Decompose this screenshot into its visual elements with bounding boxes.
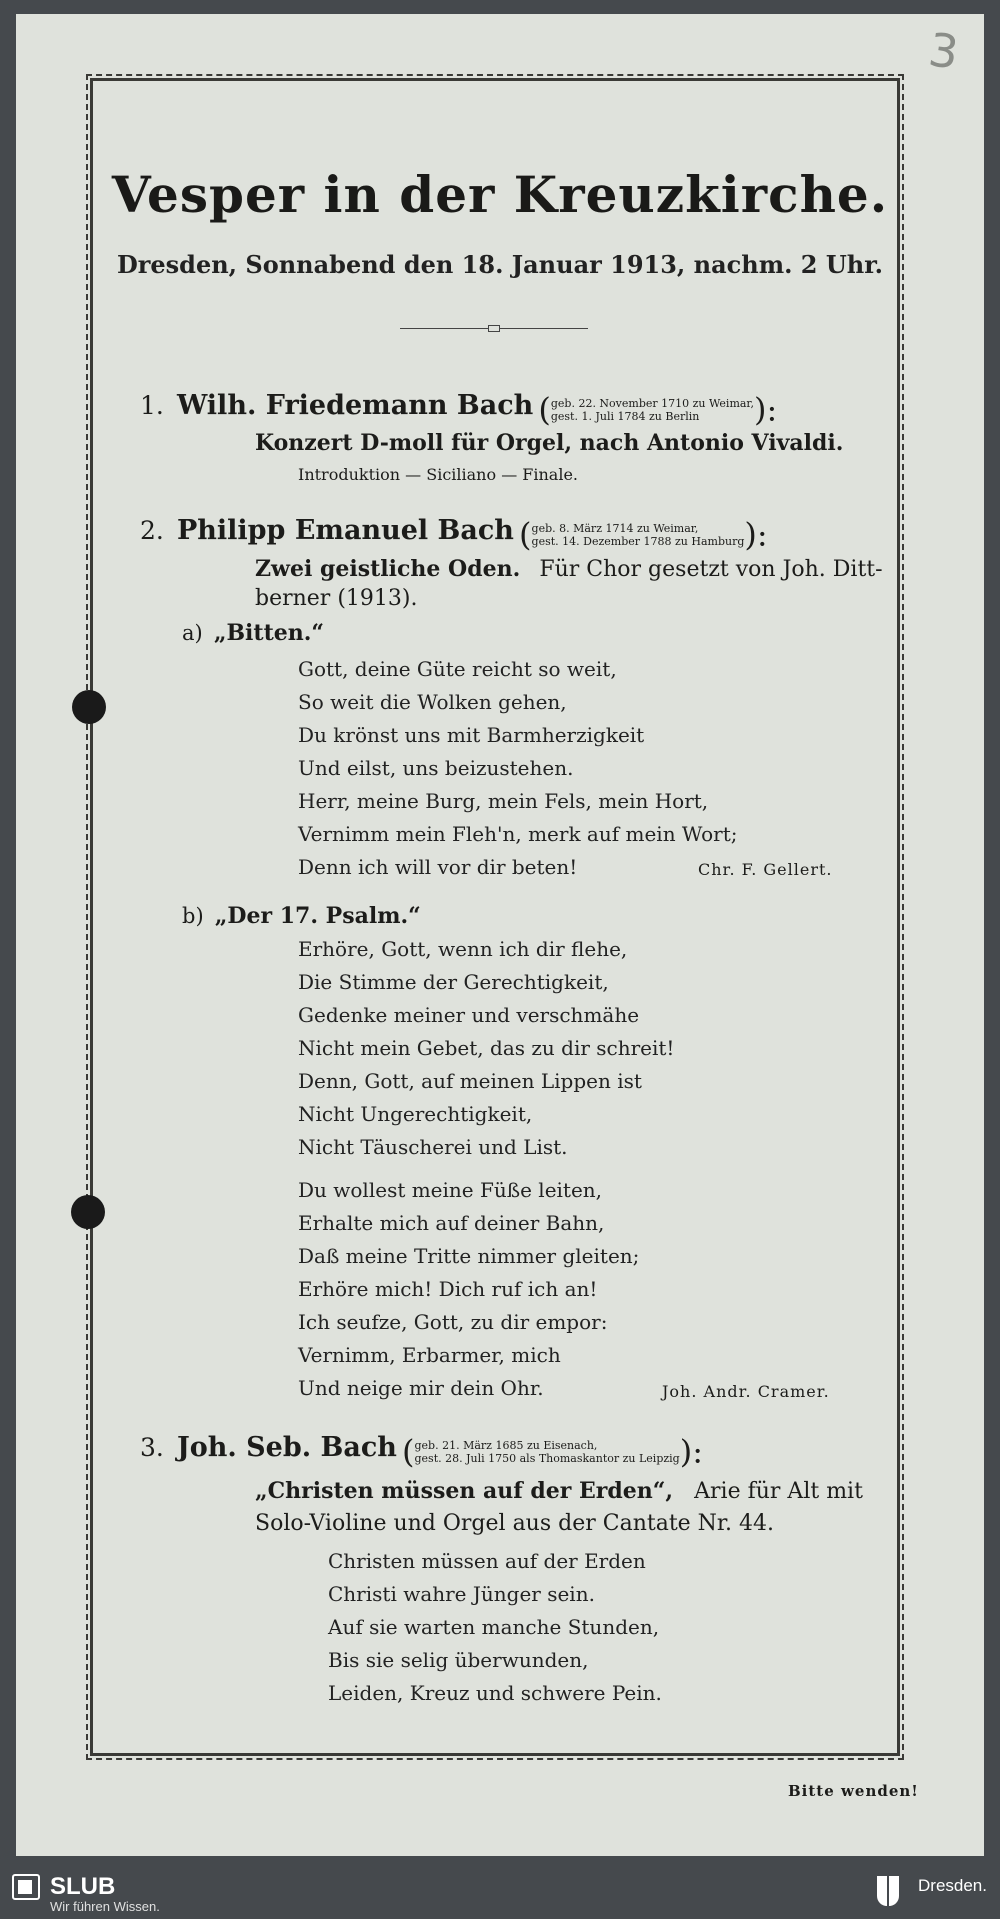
- work-note: Für Chor gesetzt von Joh. Ditt-: [539, 557, 883, 582]
- viewer-footer-bar: [0, 1868, 1000, 1919]
- verse-line: Erhalte mich auf deiner Bahn,: [298, 1211, 605, 1235]
- verse-line: Vernimm mein Fleh'n, merk auf mein Wort;: [298, 822, 738, 846]
- part-label: b): [182, 904, 204, 928]
- verse-line: Daß meine Tritte nimmer gleiten;: [298, 1244, 640, 1268]
- work-note-cont: berner (1913).: [255, 586, 418, 611]
- verse-line: Du krönst uns mit Barmherzigkeit: [298, 723, 645, 747]
- verse-line: Leiden, Kreuz und schwere Pein.: [328, 1681, 662, 1705]
- verse-line: Nicht Ungerechtigkeit,: [298, 1102, 533, 1126]
- verse-line: Nicht mein Gebet, das zu dir schreit!: [298, 1036, 675, 1060]
- verse-line: Christen müssen auf der Erden: [328, 1549, 646, 1573]
- movements: Introduktion — Siciliano — Finale.: [298, 465, 579, 484]
- library-name[interactable]: SLUB: [50, 1873, 116, 1900]
- work-title: Zwei geistliche Oden.: [255, 556, 521, 582]
- work-title: „Christen müssen auf der Erden“,: [255, 1478, 674, 1504]
- part-title: „Bitten.“: [213, 620, 325, 646]
- composer-name: Joh. Seb. Bach: [176, 1432, 397, 1463]
- verse-line: Die Stimme der Gerechtigkeit,: [298, 970, 609, 994]
- work-note-cont: Solo-Violine und Orgel aus der Cantate Nr. 44.: [255, 1511, 774, 1536]
- program-item-3: 3. Joh. Seb. Bach (geb. 21. März 1685 zu Eisenach, gest. 28. Juli 1750 als Thomaskantor zu Leipzig):: [140, 1432, 703, 1471]
- verse-line: Erhöre, Gott, wenn ich dir flehe,: [298, 937, 628, 961]
- composer-dates: geb. 8. März 1714 zu Weimar, gest. 14. Dezember 1788 zu Hamburg: [531, 521, 745, 548]
- verse-line: Christi wahre Jünger sein.: [328, 1582, 595, 1606]
- library-tagline: Wir führen Wissen.: [50, 1899, 160, 1914]
- program-item-2: 2. Philipp Emanuel Bach (geb. 8. März 1714 zu Weimar, gest. 14. Dezember 1788 zu Hamburg):: [140, 515, 768, 554]
- text-author: Chr. F. Gellert.: [698, 860, 833, 879]
- verse-line: Gott, deine Güte reicht so weit,: [298, 657, 617, 681]
- composer-name: Wilh. Friedemann Bach: [176, 390, 534, 421]
- program-item-1: 1. Wilh. Friedemann Bach (geb. 22. November 1710 zu Weimar, gest. 1. Juli 1784 zu Berlin ):: [140, 390, 778, 429]
- page-title: Vesper in der Kreuzkirche.: [111, 165, 889, 224]
- city-crest-icon: [877, 1876, 899, 1906]
- part-title: „Der 17. Psalm.“: [214, 903, 421, 929]
- item-number: 3.: [140, 1433, 164, 1462]
- item-number: 1.: [140, 391, 164, 420]
- verse-line: Auf sie warten manche Stunden,: [328, 1615, 660, 1639]
- item-number: 2.: [140, 516, 164, 545]
- page-number: 3: [925, 22, 962, 80]
- work-line: [255, 556, 883, 582]
- verse-line: Und neige mir dein Ohr.: [298, 1376, 544, 1400]
- punch-hole: [71, 1195, 105, 1229]
- composer-dates: geb. 21. März 1685 zu Eisenach, gest. 28. Juli 1750 als Thomaskantor zu Leipzig: [414, 1438, 680, 1465]
- event-date-line: Dresden, Sonnabend den 18. Januar 1913, nachm. 2 Uhr.: [116, 250, 884, 279]
- verse-line: Bis sie selig überwunden,: [328, 1648, 589, 1672]
- verse-line: Du wollest meine Füße leiten,: [298, 1178, 603, 1202]
- turn-page-note: Bitte wenden!: [788, 1782, 919, 1800]
- text-author: Joh. Andr. Cramer.: [662, 1382, 830, 1401]
- part-label: a): [182, 621, 203, 645]
- composer-dates: geb. 22. November 1710 zu Weimar, gest. 1. Juli 1784 zu Berlin: [550, 396, 754, 423]
- verse-line: Vernimm, Erbarmer, mich: [298, 1343, 561, 1367]
- verse-line: Und eilst, uns beizustehen.: [298, 756, 574, 780]
- part-a-heading: [182, 620, 324, 646]
- verse-line: Gedenke meiner und verschmähe: [298, 1003, 640, 1027]
- verse-line: Erhöre mich! Dich ruf ich an!: [298, 1277, 598, 1301]
- verse-line: So weit die Wolken gehen,: [298, 690, 567, 714]
- verse-line: Denn ich will vor dir beten!: [298, 855, 578, 879]
- verse-line: Ich seufze, Gott, zu dir empor:: [298, 1310, 608, 1334]
- punch-hole: [72, 690, 106, 724]
- work-title: Konzert D-moll für Orgel, nach Antonio Vivaldi.: [255, 430, 844, 456]
- work-note: Arie für Alt mit: [694, 1479, 863, 1504]
- part-b-heading: [182, 903, 421, 929]
- verse-line: Herr, meine Burg, mein Fels, mein Hort,: [298, 789, 709, 813]
- verse-line: Nicht Täuscherei und List.: [298, 1135, 568, 1159]
- city-logo[interactable]: Dresden.: [918, 1876, 987, 1895]
- verse-line: Denn, Gott, auf meinen Lippen ist: [298, 1069, 642, 1093]
- slub-logo-icon[interactable]: [12, 1874, 40, 1900]
- divider-ornament: [488, 325, 500, 332]
- work-line: [255, 1478, 863, 1504]
- composer-name: Philipp Emanuel Bach: [176, 515, 514, 546]
